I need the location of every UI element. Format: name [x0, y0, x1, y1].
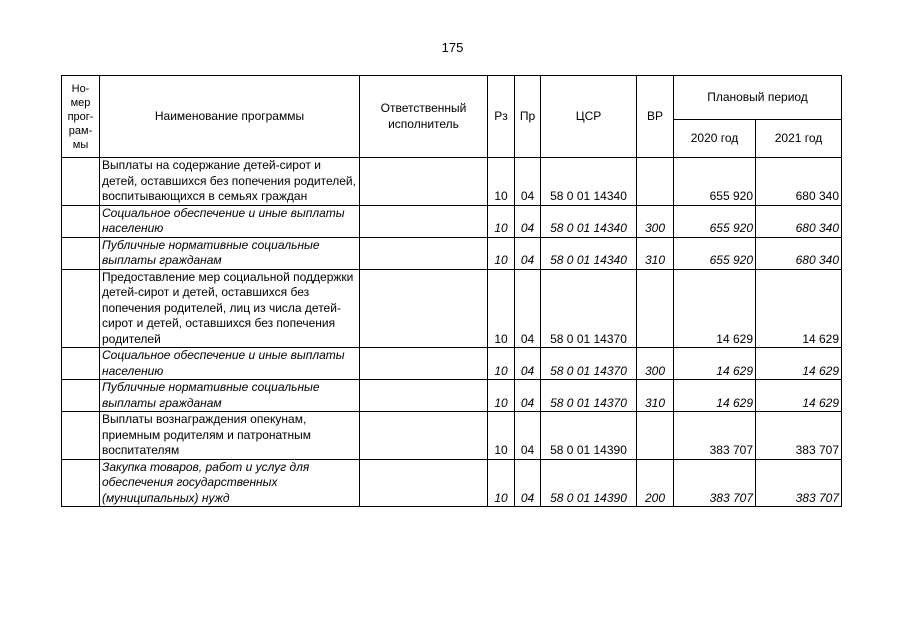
cell-program-name: Социальное обеспечение и иные выплаты населению	[100, 348, 360, 380]
cell-vr: 300	[637, 348, 674, 380]
cell-amount-2021: 14 629	[756, 348, 842, 380]
table-row	[62, 412, 842, 460]
cell-csr: 58 0 01 14340	[541, 158, 637, 206]
cell-executor	[360, 237, 488, 269]
table-row	[62, 459, 842, 507]
cell-csr: 58 0 01 14390	[541, 412, 637, 460]
cell-vr	[637, 412, 674, 460]
cell-program-number	[62, 237, 100, 269]
header-vr: ВР	[637, 76, 674, 158]
cell-program-number	[62, 269, 100, 348]
header-year-2021: 2021 год	[756, 120, 842, 158]
cell-program-number	[62, 158, 100, 206]
cell-program-name: Публичные нормативные социальные выплаты гражданам	[100, 237, 360, 269]
header-csr: ЦСР	[541, 76, 637, 158]
cell-amount-2021: 383 707	[756, 412, 842, 460]
cell-vr: 300	[637, 205, 674, 237]
cell-csr: 58 0 01 14370	[541, 380, 637, 412]
table-row	[62, 380, 842, 412]
cell-pr: 04	[515, 380, 541, 412]
cell-vr	[637, 158, 674, 206]
table-row	[62, 158, 842, 206]
budget-table	[61, 75, 842, 507]
cell-rz: 10	[488, 412, 515, 460]
header-executor: Ответственный исполнитель	[360, 76, 488, 158]
cell-program-name: Выплаты вознаграждения опекунам, приемным родителям и патронатным воспитателям	[100, 412, 360, 460]
cell-rz: 10	[488, 459, 515, 507]
page-number: 175	[441, 40, 464, 55]
cell-amount-2020: 655 920	[674, 158, 756, 206]
cell-amount-2020: 14 629	[674, 348, 756, 380]
cell-amount-2021: 14 629	[756, 380, 842, 412]
cell-program-name: Выплаты на содержание детей-сирот и детей, оставшихся без попечения родителей, воспитывающихся в семьях граждан	[100, 158, 360, 206]
cell-pr: 04	[515, 237, 541, 269]
cell-amount-2021: 680 340	[756, 237, 842, 269]
cell-vr: 310	[637, 237, 674, 269]
cell-amount-2021: 383 707	[756, 459, 842, 507]
cell-amount-2020: 383 707	[674, 459, 756, 507]
header-program-number: Но- мер прог- рам- мы	[62, 76, 100, 158]
cell-executor	[360, 348, 488, 380]
cell-amount-2020: 655 920	[674, 205, 756, 237]
cell-csr: 58 0 01 14340	[541, 237, 637, 269]
cell-executor	[360, 269, 488, 348]
table-row	[62, 237, 842, 269]
cell-csr: 58 0 01 14340	[541, 205, 637, 237]
cell-executor	[360, 158, 488, 206]
cell-executor	[360, 412, 488, 460]
table-row	[62, 269, 842, 348]
cell-executor	[360, 380, 488, 412]
cell-amount-2020: 383 707	[674, 412, 756, 460]
cell-vr: 200	[637, 459, 674, 507]
cell-pr: 04	[515, 412, 541, 460]
header-pr: Пр	[515, 76, 541, 158]
cell-program-name: Публичные нормативные социальные выплаты гражданам	[100, 380, 360, 412]
cell-rz: 10	[488, 348, 515, 380]
cell-program-number	[62, 380, 100, 412]
header-planned-period: Плановый период	[674, 76, 842, 120]
cell-csr: 58 0 01 14370	[541, 269, 637, 348]
table-row	[62, 348, 842, 380]
cell-rz: 10	[488, 205, 515, 237]
cell-pr: 04	[515, 205, 541, 237]
cell-amount-2020: 14 629	[674, 269, 756, 348]
cell-rz: 10	[488, 158, 515, 206]
table-row	[62, 205, 842, 237]
cell-rz: 10	[488, 237, 515, 269]
cell-vr: 310	[637, 380, 674, 412]
cell-amount-2021: 680 340	[756, 158, 842, 206]
cell-program-name: Предоставление мер социальной поддержки детей-сирот и детей, оставшихся без попечения родителей, лиц из числа детей-сирот и детей, оставшихся без попечения родителей	[100, 269, 360, 348]
cell-vr	[637, 269, 674, 348]
cell-executor	[360, 205, 488, 237]
cell-pr: 04	[515, 459, 541, 507]
header-program-name: Наименование программы	[100, 76, 360, 158]
cell-csr: 58 0 01 14390	[541, 459, 637, 507]
cell-csr: 58 0 01 14370	[541, 348, 637, 380]
cell-pr: 04	[515, 269, 541, 348]
cell-rz: 10	[488, 380, 515, 412]
cell-amount-2020: 14 629	[674, 380, 756, 412]
cell-program-number	[62, 205, 100, 237]
cell-program-name: Социальное обеспечение и иные выплаты населению	[100, 205, 360, 237]
cell-pr: 04	[515, 158, 541, 206]
cell-amount-2020: 655 920	[674, 237, 756, 269]
cell-pr: 04	[515, 348, 541, 380]
cell-executor	[360, 459, 488, 507]
cell-program-number	[62, 412, 100, 460]
cell-program-number	[62, 348, 100, 380]
cell-program-number	[62, 459, 100, 507]
header-rz: Рз	[488, 76, 515, 158]
cell-amount-2021: 680 340	[756, 205, 842, 237]
cell-rz: 10	[488, 269, 515, 348]
cell-amount-2021: 14 629	[756, 269, 842, 348]
cell-program-name: Закупка товаров, работ и услуг для обеспечения государственных (муниципальных) нужд	[100, 459, 360, 507]
header-year-2020: 2020 год	[674, 120, 756, 158]
